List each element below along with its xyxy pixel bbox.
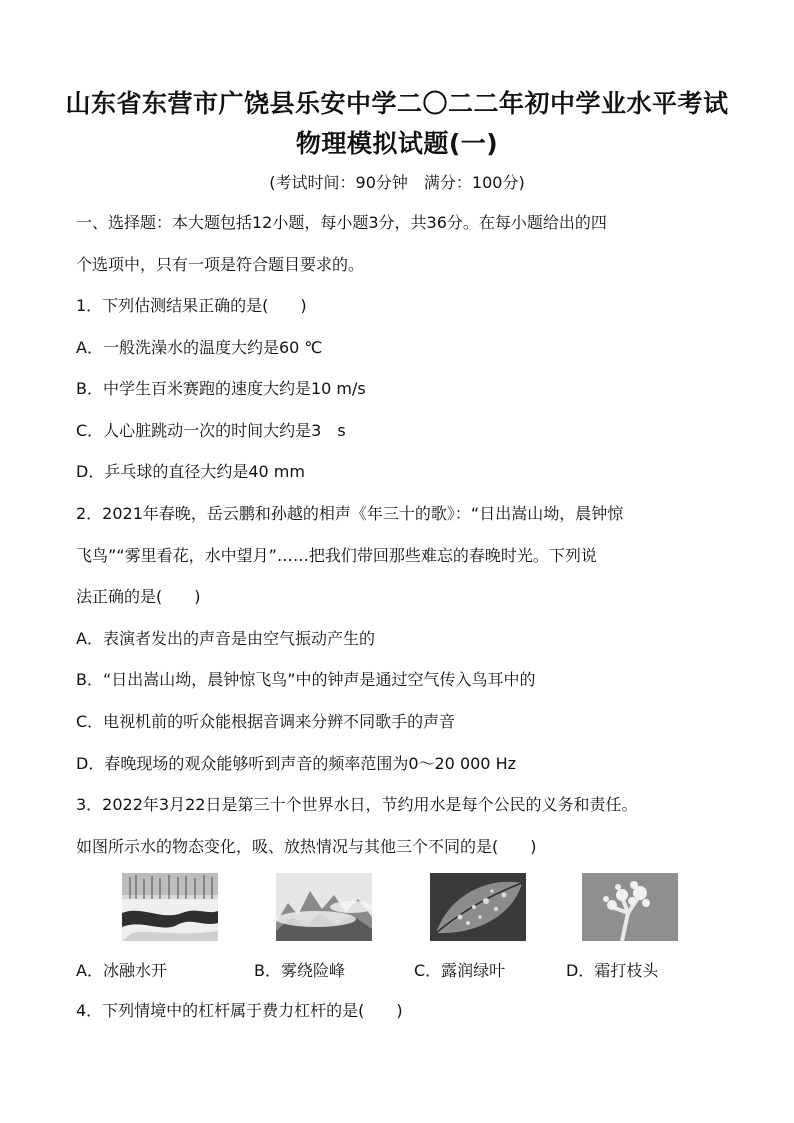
q2-stem-line1: 2．2021年春晚，岳云鹏和孙越的相声《年三十的歌》：“日出嵩山坳，晨钟惊 <box>76 504 624 523</box>
q1-option-d: D．乒乓球的直径大约是40 mm <box>76 462 305 481</box>
exam-title-line2: 物理模拟试题(一) <box>295 129 499 158</box>
q3-option-b: B．雾绕险峰 <box>254 961 345 980</box>
section-intro-line2: 个选项中，只有一项是符合题目要求的。 <box>76 255 365 274</box>
q3-stem-line2: 如图所示水的物态变化，吸、放热情况与其他三个不同的是( ) <box>76 837 537 856</box>
q1-option-a: A．一般洗澡水的温度大约是60 ℃ <box>76 338 323 357</box>
q1-option-c: C．人心脏跳动一次的时间大约是3 s <box>76 421 346 440</box>
q3-stem-line1: 3．2022年3月22日是第三十个世界水日，节约用水是每个公民的义务和责任。 <box>76 795 638 814</box>
ice-river-photo <box>122 873 218 941</box>
q3-option-c: C．露润绿叶 <box>414 961 506 980</box>
section-intro-line1: 一、选择题：本大题包括12小题，每小题3分，共36分。在每小题给出的四 <box>76 213 607 232</box>
exam-title-line1: 山东省东营市广饶县乐安中学二〇二二年初中学业水平考试 <box>65 89 729 118</box>
foggy-mountain-photo <box>276 873 372 941</box>
dew-leaf-photo <box>430 873 526 941</box>
q2-stem-line3: 法正确的是( ) <box>76 587 201 606</box>
q1-option-b: B．中学生百米赛跑的速度大约是10 m/s <box>76 379 366 398</box>
q2-option-b: B．“日出嵩山坳，晨钟惊飞鸟”中的钟声是通过空气传入鸟耳中的 <box>76 670 536 689</box>
q1-stem: 1．下列估测结果正确的是( ) <box>76 296 307 315</box>
q2-stem-line2: 飞鸟”“雾里看花，水中望月”……把我们带回那些难忘的春晚时光。下列说 <box>76 546 597 565</box>
frost-branch-photo <box>582 873 678 941</box>
q3-option-a: A．冰融水开 <box>76 961 167 980</box>
exam-info: (考试时间：90分钟 满分：100分) <box>269 173 525 192</box>
q2-option-c: C．电视机前的听众能根据音调来分辨不同歌手的声音 <box>76 712 456 731</box>
q2-option-d: D．春晚现场的观众能够听到声音的频率范围为0～20 000 Hz <box>76 754 517 773</box>
q3-option-d: D．霜打枝头 <box>566 961 659 980</box>
q2-option-a: A．表演者发出的声音是由空气振动产生的 <box>76 629 375 648</box>
q4-stem: 4．下列情境中的杠杆属于费力杠杆的是( ) <box>76 1001 403 1020</box>
